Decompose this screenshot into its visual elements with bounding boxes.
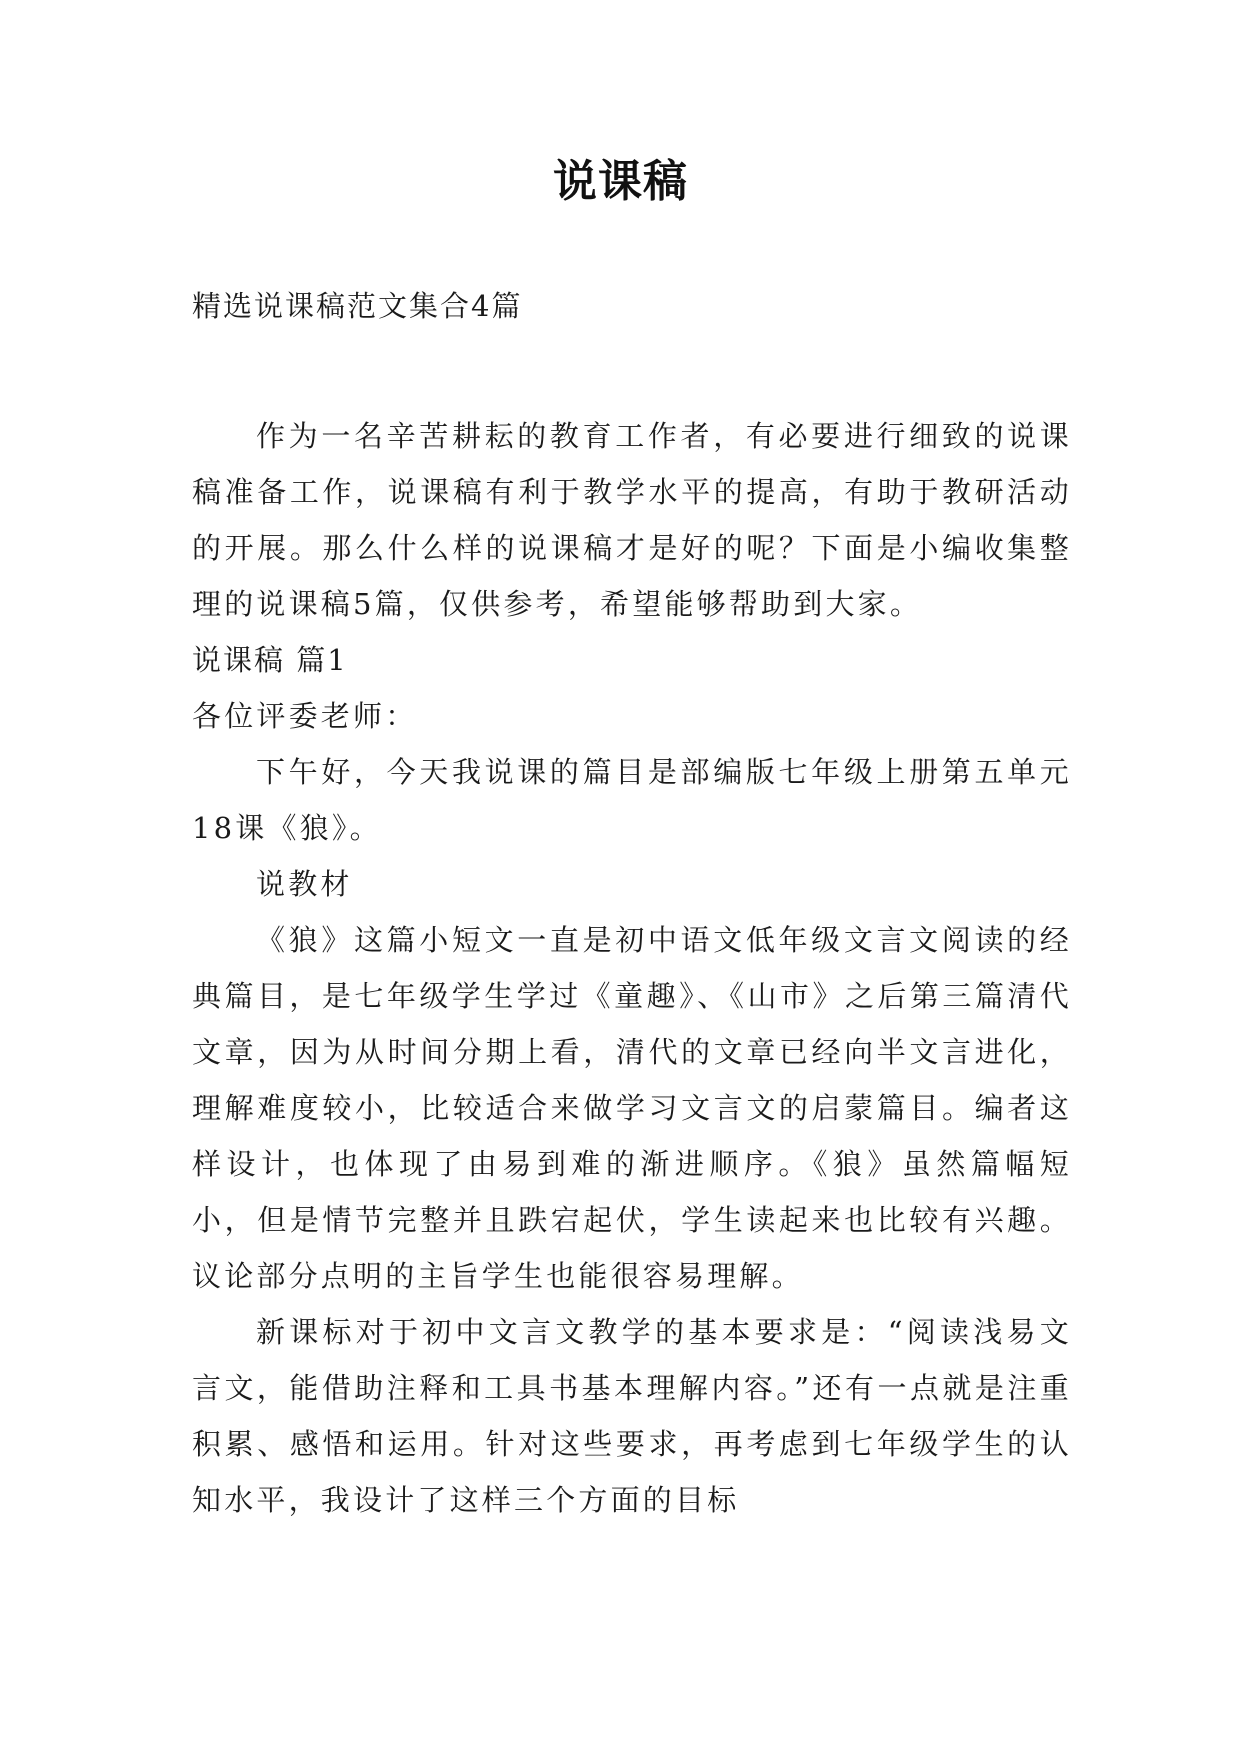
subsection-heading: 说教材 <box>256 867 353 901</box>
textbook-paragraph: 《狼》这篇小短文一直是初中语文低年级文言文阅读的经典篇目，是七年级学生学过《童趣》、《山市》之后第三篇清代文章，因为从时间分期上看，清代的文章已经向半文言进化，理解难度较小，比较适合来做学习文言文的启蒙篇目。编者这样设计，也体现了由易到难的渐进顺序。《狼》虽然篇幅短小，但是情节完整并且跌宕起伏，学生读起来也比较有兴趣。议论部分点明的主旨学生也能很容易理解。 <box>192 923 1072 1293</box>
curriculum-paragraph: 新课标对于初中文言文教学的基本要求是：“阅读浅易文言文，能借助注释和工具书基本理解内容。”还有一点就是注重积累、感悟和运用。针对这些要求，再考虑到七年级学生的认知水平，我设计了这样三个方面的目标 <box>192 1315 1072 1517</box>
intro-paragraph: 作为一名辛苦耕耘的教育工作者，有必要进行细致的说课稿准备工作，说课稿有利于教学水平的提高，有助于教研活动的开展。那么什么样的说课稿才是好的呢？下面是小编收集整理的说课稿5篇，仅供参考，希望能够帮助到大家。 <box>192 419 1072 621</box>
salutation: 各位评委老师： <box>192 699 418 733</box>
document-title: 说课稿 <box>553 156 688 207</box>
greeting-paragraph: 下午好，今天我说课的篇目是部编版七年级上册第五单元18课《狼》。 <box>192 755 1072 845</box>
document-subtitle: 精选说课稿范文集合4篇 <box>192 289 523 323</box>
section-heading: 说课稿 篇1 <box>192 643 348 677</box>
document-body <box>192 408 1072 1528</box>
